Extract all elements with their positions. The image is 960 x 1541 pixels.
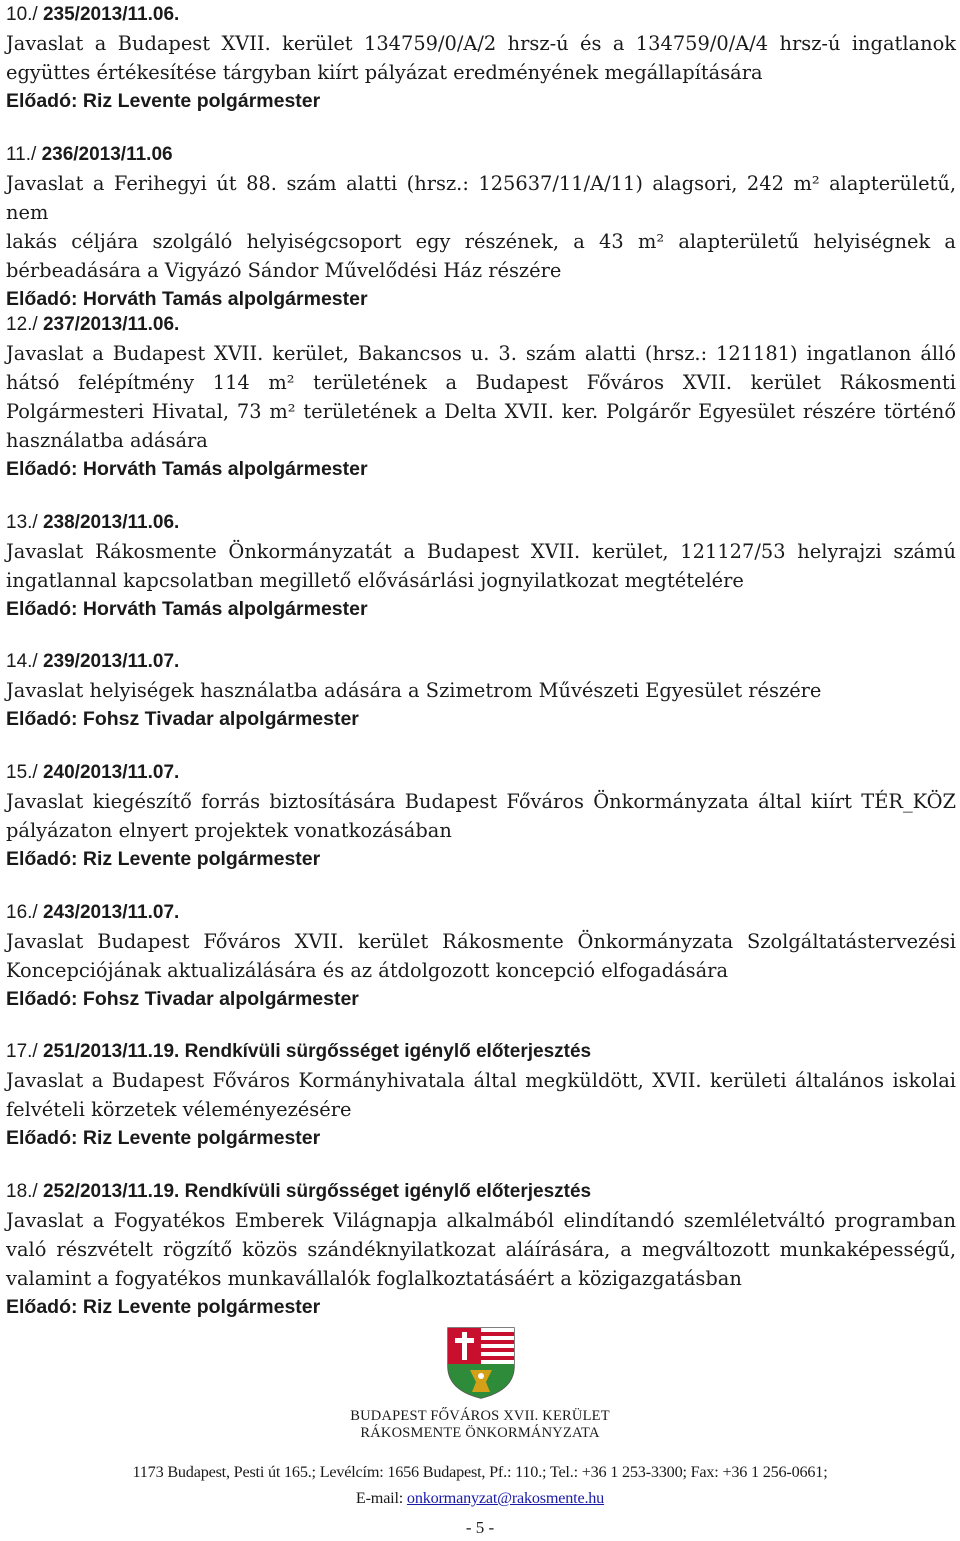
item-presenter: Előadó: Riz Levente polgármester [6, 1296, 321, 1318]
item-number: 12./ [6, 314, 43, 335]
item-text-line: pályázaton elnyert projektek vonatkozásában [6, 819, 452, 842]
item-heading [6, 508, 956, 537]
agenda-item [6, 758, 956, 874]
agenda-item [6, 1037, 956, 1153]
item-heading [6, 758, 956, 787]
item-number: 17./ [6, 1041, 43, 1062]
item-heading [6, 310, 956, 339]
agenda-item [6, 508, 956, 624]
item-text-line: lakás céljára szolgáló helyiségcsoport egy részének, a 43 m² alapterületű helyiségnek a [6, 230, 956, 253]
item-presenter: Előadó: Horváth Tamás alpolgármester [6, 458, 368, 480]
item-number: 18./ [6, 1181, 43, 1202]
coat-of-arms-icon [446, 1326, 516, 1400]
item-reference: 252/2013/11.19. [42, 1181, 180, 1202]
item-number: 10./ [6, 4, 43, 25]
item-text-line: Javaslat a Fogyatékos Emberek Világnapja alkalmából elindítandó szemléletváltó programban [6, 1209, 956, 1232]
item-text-line: Javaslat kiegészítő forrás biztosítására Budapest Főváros Önkormányzata által kiírt TÉR_KÖZ [6, 790, 956, 813]
item-reference: 251/2013/11.19. [42, 1041, 180, 1062]
urgent-label: Rendkívüli sürgősséget igénylő előterjesztés [179, 1181, 592, 1202]
item-text-line: ingatlannal kapcsolatban megillető elővásárlási jognyilatkozat megtételére [6, 569, 744, 592]
agenda-item [6, 0, 956, 116]
org-address: 1173 Budapest, Pesti út 165.; Levélcím: 1656 Budapest, Pf.: 110.; Tel.: +36 1 253-3300; Fax: +36 1 256-0661; [132, 1463, 828, 1481]
item-presenter: Előadó: Fohsz Tivadar alpolgármester [6, 708, 359, 730]
item-text-line: Javaslat a Budapest XVII. kerület, Bakancsos u. 3. szám alatti (hrsz.: 121181) ingatlanon álló [6, 342, 956, 365]
item-reference: 239/2013/11.07. [42, 651, 180, 672]
agenda-item [6, 1177, 956, 1322]
agenda-item [6, 647, 956, 734]
item-text-line: Koncepciójának aktualizálására és az átdolgozott koncepció elfogadására [6, 959, 729, 982]
agenda-item [6, 140, 956, 314]
item-text-line: Polgármesteri Hivatal, 73 m² területének a Delta XVII. ker. Polgárőr Egyesület részére történő [6, 400, 956, 423]
item-text-line: Javaslat Budapest Főváros XVII. kerület Rákosmente Önkormányzata Szolgáltatástervezési [6, 930, 956, 953]
item-reference: 235/2013/11.06. [42, 4, 180, 25]
org-email [0, 1488, 960, 1508]
item-text-line: valamint a fogyatékos munkavállalók foglalkoztatásáért a közigazgatásban [6, 1267, 742, 1290]
item-presenter: Előadó: Riz Levente polgármester [6, 1127, 321, 1149]
item-reference: 237/2013/11.06. [42, 314, 180, 335]
item-number: 11./ [6, 144, 42, 165]
item-presenter: Előadó: Riz Levente polgármester [6, 90, 321, 112]
org-name-line2: RÁKOSMENTE ÖNKORMÁNYZATA [360, 1425, 600, 1441]
item-number: 16./ [6, 902, 43, 923]
item-reference: 240/2013/11.07. [42, 762, 180, 783]
item-presenter: Előadó: Fohsz Tivadar alpolgármester [6, 988, 359, 1010]
page-number: - 5 - [465, 1518, 495, 1537]
item-heading [6, 0, 956, 29]
item-text-line: használatba adására [6, 429, 208, 452]
item-text-line: Javaslat a Budapest Főváros Kormányhivatala által megküldött, XVII. kerületi általános iskolai [6, 1069, 956, 1092]
item-heading [6, 647, 956, 676]
item-reference: 243/2013/11.07. [42, 902, 180, 923]
item-text-line: hátsó felépítmény 114 m² területének a Budapest Főváros XVII. kerület Rákosmenti [6, 371, 956, 394]
item-reference: 236/2013/11.06 [41, 144, 173, 165]
item-text-line: együttes értékesítése tárgyban kiírt pályázat eredményének megállapítására [6, 61, 763, 84]
item-text-line: felvételi körzetek véleményezésére [6, 1098, 352, 1121]
urgent-label: Rendkívüli sürgősséget igénylő előterjesztés [179, 1041, 592, 1062]
item-text-line: bérbeadására a Vigyázó Sándor Művelődési Ház részére [6, 259, 562, 282]
item-number: 15./ [6, 762, 43, 783]
item-heading [6, 1037, 956, 1066]
item-presenter: Előadó: Horváth Tamás alpolgármester [6, 598, 368, 620]
item-text-line: Javaslat a Budapest XVII. kerület 134759/0/A/2 hrsz-ú és a 134759/0/A/4 hrsz-ú ingatlanok [6, 32, 956, 55]
item-text-line: Javaslat helyiségek használatba adására a Szimetrom Művészeti Egyesület részére [6, 679, 822, 702]
email-link[interactable]: onkormanyzat@rakosmente.hu [406, 1489, 605, 1507]
agenda-item [6, 310, 956, 484]
item-heading [6, 1177, 956, 1206]
item-heading [6, 898, 956, 927]
email-label: E-mail: [355, 1489, 407, 1507]
item-number: 13./ [6, 512, 43, 533]
org-name-line1: BUDAPEST FŐVÁROS XVII. KERÜLET [350, 1408, 610, 1424]
item-presenter: Előadó: Riz Levente polgármester [6, 848, 321, 870]
item-text-line: Javaslat Rákosmente Önkormányzatát a Budapest XVII. kerület, 121127/53 helyrajzi számú [6, 540, 956, 563]
item-number: 14./ [6, 651, 43, 672]
item-heading [6, 140, 956, 169]
item-text-line: való részvételt rögzítő közös szándéknyilatkozat aláírására, a megváltozott munkaképességű, [6, 1238, 956, 1261]
item-reference: 238/2013/11.06. [42, 512, 180, 533]
item-presenter: Előadó: Horváth Tamás alpolgármester [6, 288, 368, 310]
item-text-line: Javaslat a Ferihegyi út 88. szám alatti (hrsz.: 125637/11/A/11) alagsori, 242 m² alapterületű, nem [6, 172, 956, 224]
agenda-item [6, 898, 956, 1014]
